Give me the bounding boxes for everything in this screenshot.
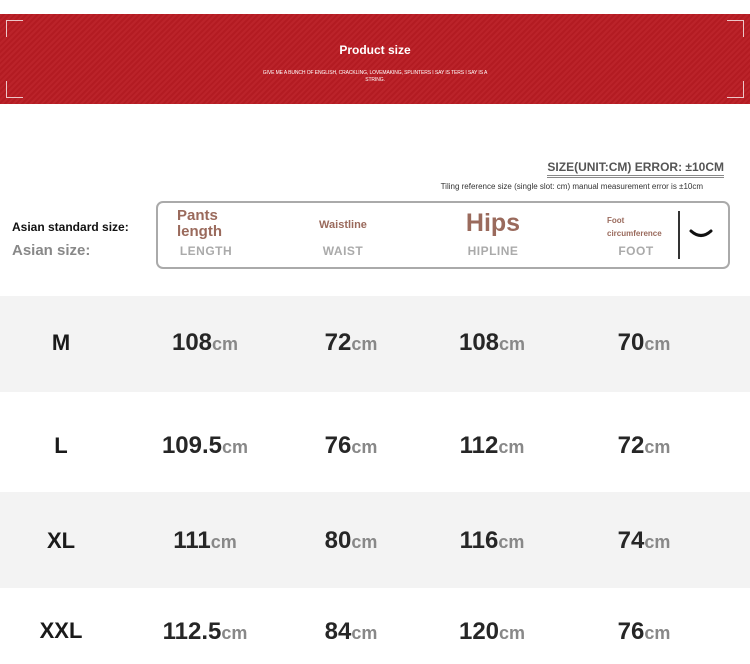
banner-corner-top-left <box>6 20 23 37</box>
value-unit: cm <box>498 532 525 552</box>
waist-value <box>276 432 426 460</box>
value-unit: cm <box>351 437 378 457</box>
header-column-hipline <box>438 203 548 267</box>
hipline-value <box>417 527 567 555</box>
value-unit: cm <box>221 623 248 643</box>
header-divider <box>678 211 680 259</box>
length-value <box>130 432 280 460</box>
header-sub-hipline: HIPLINE <box>467 244 519 258</box>
value-unit: cm <box>644 532 671 552</box>
header-title-foot-circumference: Foot circumference <box>607 216 662 238</box>
value-unit: cm <box>212 334 239 354</box>
header-column-waist <box>288 203 398 267</box>
banner-corner-top-right <box>727 20 744 37</box>
header-column-length <box>158 203 258 267</box>
value-unit: cm <box>351 623 378 643</box>
value-unit: cm <box>210 532 237 552</box>
hipline-value <box>417 618 567 646</box>
waist-value <box>276 618 426 646</box>
asian-size-label: Asian size: <box>12 242 91 259</box>
banner-subtitle: GIVE ME A BUNCH OF ENGLISH, CRACKLING, LOVEMAKING, SPLINTERS I SAY IS TERS I SAY IS A STRING. <box>262 70 488 83</box>
length-value <box>130 527 280 555</box>
value-number: 109.5 <box>161 432 223 459</box>
value-number: 112.5 <box>162 618 222 645</box>
waist-value <box>276 527 426 555</box>
header-title-hips: Hips <box>465 209 521 237</box>
waist-value <box>276 329 426 357</box>
size-label: M <box>51 330 71 355</box>
size-row-m <box>0 296 750 392</box>
value-number: 120 <box>458 618 500 645</box>
value-number: 70 <box>617 329 645 356</box>
header-title-waistline: Waistline <box>319 219 367 231</box>
size-unit-note: SIZE(UNIT:CM) ERROR: ±10CM <box>547 160 724 178</box>
value-unit: cm <box>351 334 378 354</box>
product-size-banner <box>0 14 750 104</box>
value-number: 84 <box>324 618 352 645</box>
header-sub-waist: WAIST <box>322 244 364 258</box>
value-number: 76 <box>324 432 352 459</box>
measurement-header <box>156 201 730 269</box>
header-column-foot <box>578 203 678 267</box>
size-row-xl <box>0 492 750 588</box>
value-number: 108 <box>171 329 213 356</box>
value-unit: cm <box>644 623 671 643</box>
banner-corner-bottom-left <box>6 81 23 98</box>
value-unit: cm <box>351 532 378 552</box>
value-number: 76 <box>617 618 645 645</box>
banner-title: Product size <box>339 43 411 57</box>
tiling-reference-note: Tiling reference size (single slot: cm) manual measurement error is ±10cm <box>440 182 703 191</box>
foot-value <box>569 527 719 555</box>
size-label: L <box>54 433 68 458</box>
header-sub-foot: FOOT <box>618 244 654 258</box>
length-value <box>130 329 280 357</box>
value-number: 74 <box>617 527 645 554</box>
value-number: 111 <box>173 527 211 554</box>
hipline-value <box>417 329 567 357</box>
chevron-down-icon[interactable] <box>688 221 714 247</box>
length-value <box>130 618 280 646</box>
value-number: 80 <box>324 527 352 554</box>
value-unit: cm <box>499 623 526 643</box>
value-number: 116 <box>459 527 499 554</box>
hipline-value <box>417 432 567 460</box>
value-unit: cm <box>644 334 671 354</box>
size-row-xxl <box>0 588 750 664</box>
value-unit: cm <box>222 437 249 457</box>
foot-value <box>569 432 719 460</box>
size-row-l <box>0 397 750 493</box>
value-unit: cm <box>498 437 525 457</box>
size-label: XXL <box>39 618 83 643</box>
value-number: 72 <box>324 329 352 356</box>
size-label: XL <box>46 528 76 553</box>
value-unit: cm <box>499 334 526 354</box>
value-number: 112 <box>459 432 499 459</box>
foot-value <box>569 618 719 646</box>
value-unit: cm <box>644 437 671 457</box>
asian-standard-size-label: Asian standard size: <box>12 220 129 234</box>
value-number: 108 <box>458 329 500 356</box>
banner-corner-bottom-right <box>727 81 744 98</box>
value-number: 72 <box>617 432 645 459</box>
header-sub-length: LENGTH <box>179 244 233 258</box>
foot-value <box>569 329 719 357</box>
header-title-pants-length: Pants length <box>177 207 222 240</box>
